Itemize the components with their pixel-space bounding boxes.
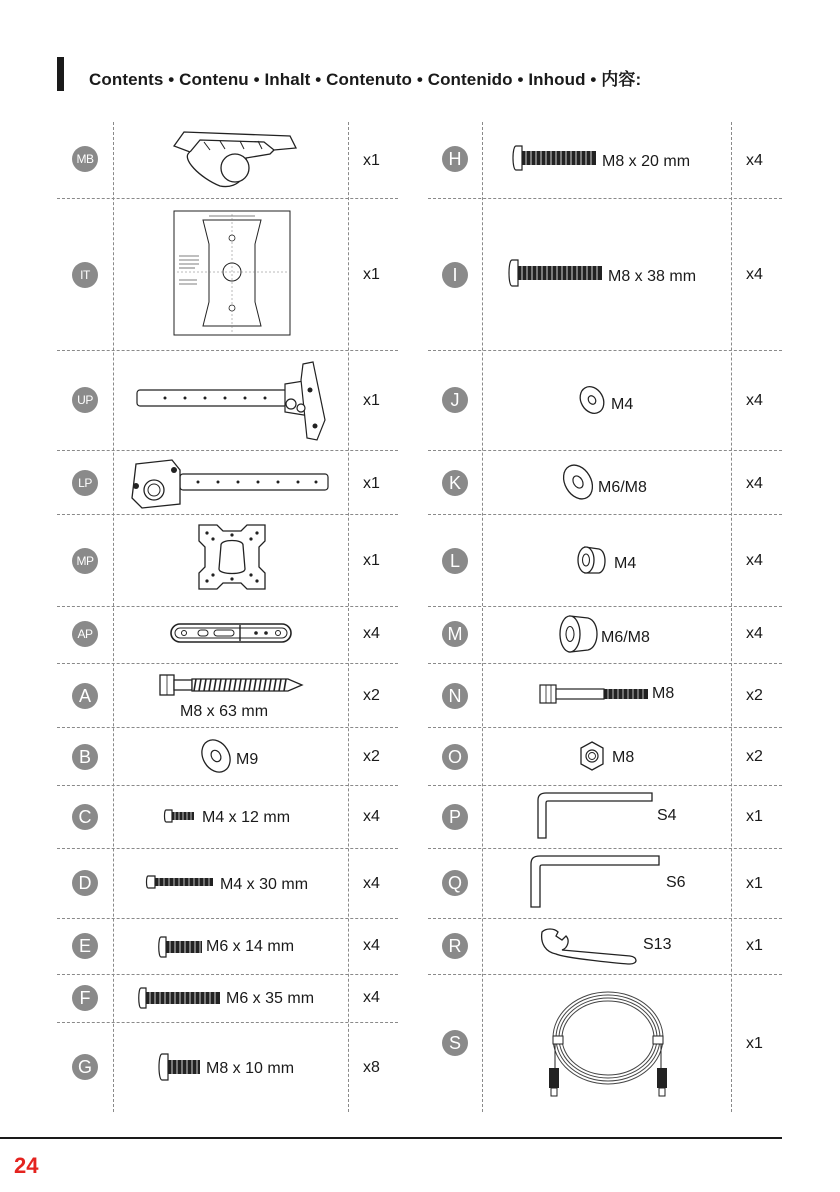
part-code-badge: N <box>442 683 468 709</box>
part-code-badge: A <box>72 683 98 709</box>
part-label: M8 x 20 mm <box>602 153 691 170</box>
header-accent-bar <box>57 57 64 91</box>
mounting-bracket-icon <box>170 128 300 190</box>
part-label: S4 <box>657 807 677 824</box>
part-code-badge: J <box>442 387 468 413</box>
part-label: M4 x 30 mm <box>220 876 309 893</box>
part-quantity: x4 <box>746 392 763 409</box>
spacer-icon <box>575 543 609 577</box>
screw-icon <box>138 986 222 1010</box>
part-label: S6 <box>666 874 686 891</box>
part-quantity: x1 <box>363 152 380 169</box>
part-quantity: x4 <box>746 475 763 492</box>
part-quantity: x2 <box>363 687 380 704</box>
row-divider <box>428 848 782 849</box>
row-divider <box>57 918 398 919</box>
part-label: M4 x 12 mm <box>202 809 291 826</box>
row-divider <box>57 450 398 451</box>
part-label: M8 <box>652 685 675 702</box>
row-divider <box>57 663 398 664</box>
part-quantity: x4 <box>363 625 380 642</box>
cable-icon <box>545 988 671 1098</box>
part-quantity: x4 <box>746 152 763 169</box>
lower-pole-icon <box>128 456 333 512</box>
row-divider <box>57 350 398 351</box>
part-code-badge: C <box>72 804 98 830</box>
washer-icon <box>578 384 608 416</box>
row-divider <box>428 974 782 975</box>
row-divider <box>57 848 398 849</box>
row-divider <box>57 514 398 515</box>
part-quantity: x4 <box>363 989 380 1006</box>
part-label: M6 x 35 mm <box>226 990 315 1007</box>
part-quantity: x4 <box>746 552 763 569</box>
page-title: Contents • Contenu • Inhalt • Contenuto • Contenido • Inhoud • 内容: <box>89 70 642 89</box>
row-divider <box>428 663 782 664</box>
part-code-badge: MP <box>72 548 98 574</box>
part-quantity: x2 <box>746 687 763 704</box>
part-code-badge: H <box>442 146 468 172</box>
screw-icon <box>158 1052 202 1082</box>
washer-icon <box>199 737 235 775</box>
row-divider <box>428 606 782 607</box>
screw-icon <box>508 258 604 288</box>
part-quantity: x1 <box>363 392 380 409</box>
part-code-badge: O <box>442 744 468 770</box>
mounting-plate-icon <box>195 521 269 593</box>
installation-template-icon <box>173 210 291 336</box>
column-divider <box>348 122 349 1112</box>
part-quantity: x2 <box>746 748 763 765</box>
part-code-badge: R <box>442 933 468 959</box>
part-code-badge: AP <box>72 621 98 647</box>
row-divider <box>428 785 782 786</box>
lag-bolt-icon <box>158 674 304 696</box>
row-divider <box>428 350 782 351</box>
part-quantity: x4 <box>363 875 380 892</box>
part-quantity: x1 <box>746 1035 763 1052</box>
column-divider <box>113 122 114 1112</box>
part-quantity: x1 <box>746 808 763 825</box>
screw-icon <box>512 144 598 172</box>
adapter-plate-icon <box>170 622 292 644</box>
part-label: M4 <box>614 555 637 572</box>
part-quantity: x1 <box>363 266 380 283</box>
socket-bolt-icon <box>538 684 650 704</box>
part-quantity: x4 <box>746 266 763 283</box>
allen-key-icon <box>529 855 661 909</box>
part-code-badge: MB <box>72 146 98 172</box>
part-quantity: x1 <box>746 875 763 892</box>
column-divider <box>731 122 732 1112</box>
part-code-badge: D <box>72 870 98 896</box>
page-number: 24 <box>14 1153 39 1178</box>
footer-rule <box>0 1137 782 1139</box>
part-quantity: x4 <box>746 625 763 642</box>
part-code-badge: F <box>72 985 98 1011</box>
part-label: M6 x 14 mm <box>206 938 295 955</box>
part-label: M6/M8 <box>598 479 647 496</box>
part-label: M4 <box>611 396 634 413</box>
part-code-badge: G <box>72 1054 98 1080</box>
row-divider <box>57 974 398 975</box>
part-quantity: x2 <box>363 748 380 765</box>
part-label: M8 <box>612 749 635 766</box>
screw-icon <box>164 808 196 824</box>
screw-icon <box>158 935 204 959</box>
part-label: M8 x 38 mm <box>608 268 697 285</box>
row-divider <box>428 198 782 199</box>
part-code-badge: S <box>442 1030 468 1056</box>
part-label: S13 <box>643 936 672 953</box>
wrench-icon <box>540 926 640 966</box>
washer-icon <box>562 462 596 502</box>
allen-key-icon <box>536 792 654 840</box>
part-quantity: x1 <box>746 937 763 954</box>
part-code-badge: L <box>442 548 468 574</box>
part-code-badge: IT <box>72 262 98 288</box>
row-divider <box>57 606 398 607</box>
spacer-icon <box>556 613 602 655</box>
part-code-badge: UP <box>72 387 98 413</box>
row-divider <box>428 918 782 919</box>
part-code-badge: B <box>72 744 98 770</box>
hex-nut-icon <box>579 741 605 771</box>
part-code-badge: K <box>442 470 468 496</box>
row-divider <box>428 514 782 515</box>
screw-icon <box>146 874 216 890</box>
part-label: M8 x 10 mm <box>206 1060 295 1077</box>
part-code-badge: E <box>72 933 98 959</box>
row-divider <box>428 727 782 728</box>
part-quantity: x4 <box>363 808 380 825</box>
row-divider <box>57 727 398 728</box>
part-quantity: x1 <box>363 475 380 492</box>
part-quantity: x4 <box>363 937 380 954</box>
part-code-badge: Q <box>442 870 468 896</box>
part-label: M8 x 63 mm <box>180 703 269 720</box>
part-code-badge: LP <box>72 470 98 496</box>
part-quantity: x8 <box>363 1059 380 1076</box>
part-quantity: x1 <box>363 552 380 569</box>
part-label: M6/M8 <box>601 629 650 646</box>
part-code-badge: I <box>442 262 468 288</box>
row-divider <box>57 1022 398 1023</box>
part-code-badge: M <box>442 621 468 647</box>
column-divider <box>482 122 483 1112</box>
row-divider <box>428 450 782 451</box>
part-label: M9 <box>236 751 259 768</box>
row-divider <box>57 198 398 199</box>
upper-pole-icon <box>135 360 330 442</box>
row-divider <box>57 785 398 786</box>
part-code-badge: P <box>442 804 468 830</box>
